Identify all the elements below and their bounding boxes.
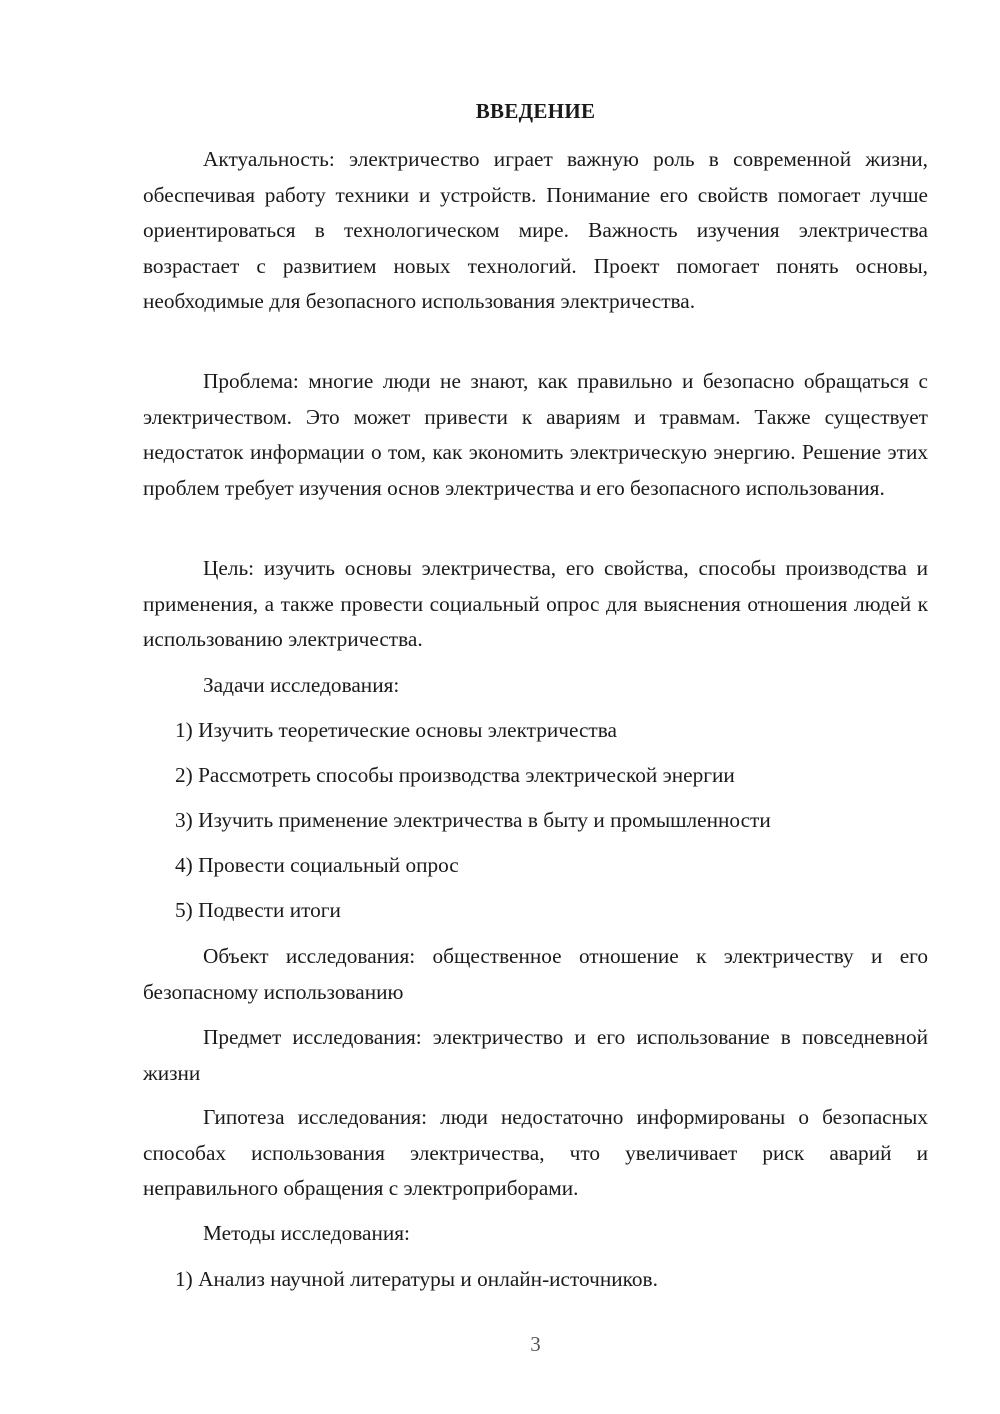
task-item: 1) Изучить теоретические основы электричества bbox=[175, 718, 617, 742]
hypothesis-paragraph: Гипотеза исследования: люди недостаточно информированы о безопасных способах использования электричества, что увеличивает риск аварий и неправильного обращения с электроприборами. bbox=[143, 1105, 928, 1200]
object-paragraph: Объект исследования: общественное отношение к электричеству и его безопасному использованию bbox=[143, 944, 928, 1004]
tasks-heading: Задачи исследования: bbox=[203, 673, 400, 697]
problem-paragraph: Проблема: многие люди не знают, как правильно и безопасно обращаться с электричеством. Это может привести к авариям и травмам. Также существует недостаток информации о том, как экономить электрическую энергию. Решение этих проблем требует изучения основ электричества и его безопасного использования. bbox=[143, 369, 928, 500]
relevance-paragraph: Актуальность: электричество играет важную роль в современной жизни, обеспечивая работу техники и устройств. Понимание его свойств помогает лучше ориентироваться в технологическом мире. Важность изучения электричества возрастает с развитием новых технологий. Проект помогает понять основы, необходимые для безопасного использования электричества. bbox=[143, 147, 928, 313]
method-item: 1) Анализ научной литературы и онлайн-источников. bbox=[175, 1267, 658, 1291]
subject-paragraph: Предмет исследования: электричество и его использование в повседневной жизни bbox=[143, 1025, 928, 1085]
page-number: 3 bbox=[530, 1332, 541, 1356]
task-item: 2) Рассмотреть способы производства электрической энергии bbox=[175, 763, 735, 787]
goal-paragraph: Цель: изучить основы электричества, его свойства, способы производства и применения, а также провести социальный опрос для выяснения отношения людей к использованию электричества. bbox=[143, 556, 928, 651]
task-item: 5) Подвести итоги bbox=[175, 898, 341, 922]
task-item: 3) Изучить применение электричества в быту и промышленности bbox=[175, 808, 771, 832]
methods-heading: Методы исследования: bbox=[203, 1221, 410, 1245]
page-title: ВВЕДЕНИЕ bbox=[475, 99, 596, 123]
task-item: 4) Провести социальный опрос bbox=[175, 853, 459, 877]
